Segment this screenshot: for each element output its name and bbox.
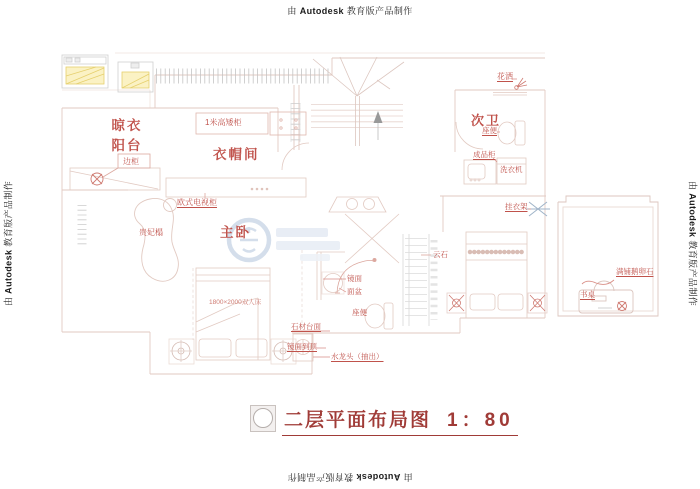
staircase-ladder — [403, 234, 434, 326]
label-finished-cabinet: 成品柜 — [473, 150, 496, 159]
label-shower-head: 花洒 — [497, 72, 513, 81]
label-faucet: 水龙头（抽出） — [331, 352, 384, 361]
watermark-bottom — [265, 471, 435, 484]
bed2-shape — [466, 232, 527, 318]
drawing-title — [282, 405, 518, 436]
tv-cabinet-shape — [166, 178, 306, 198]
door-arc-cloakroom — [282, 143, 309, 170]
room-label-cloakroom: 衣帽间 — [213, 147, 260, 162]
label-washer: 洗衣机 — [500, 165, 523, 174]
watermark-suffix: 教育版产品制作 — [346, 6, 413, 16]
label-basin: 面盆 — [347, 287, 362, 296]
label-master-bed: 1800×2000双人床 — [209, 299, 262, 306]
drawing-scale: 1：80 — [447, 410, 514, 431]
watermark-prefix: 由 — [403, 472, 413, 482]
watermark-brand: Autodesk — [299, 6, 344, 16]
watermark-prefix: 由 — [3, 296, 14, 307]
room-label-balcony-line2: 阳台 — [111, 138, 143, 153]
drawing-title-text: 二层平面布局图 — [284, 410, 432, 431]
label-toilet-master: 座便 — [352, 308, 367, 317]
bed2-nightstands — [447, 293, 547, 313]
chaise-shape — [135, 198, 179, 281]
label-clothes-rack: 挂衣架 — [505, 202, 528, 211]
watermark-left — [2, 159, 15, 329]
room-label-master: 主卧 — [220, 225, 251, 240]
label-mirror: 镜面 — [347, 274, 362, 283]
label-desk: 书桌 — [580, 290, 595, 299]
label-mirror-to-top: 镜面到顶 — [287, 342, 317, 351]
label-side-cabinet: 边柜 — [123, 157, 139, 166]
label-marble: 云石 — [433, 250, 448, 259]
watermark-brand: Autodesk — [356, 472, 401, 482]
appliance-boxes — [62, 55, 153, 92]
staircase-upper — [313, 57, 404, 146]
watermark-prefix: 由 — [287, 6, 297, 16]
watermark-top — [265, 4, 435, 17]
watermark-suffix: 教育版产品制作 — [287, 472, 354, 482]
study-room — [558, 196, 658, 316]
watermark-brand: Autodesk — [3, 249, 14, 294]
label-low-cabinet: 1米高矮柜 — [205, 118, 242, 127]
nightstand-left — [169, 339, 194, 364]
label-pebbles: 满铺鹅卵石 — [616, 267, 654, 276]
label-tv-cabinet: 欧式电视柜 — [177, 198, 217, 207]
title-block — [250, 405, 518, 435]
room-label-balcony-line1: 晾衣 — [111, 118, 143, 133]
watermark-suffix: 教育版产品制作 — [3, 180, 14, 247]
side-cabinet-shape — [70, 154, 160, 190]
watermark-suffix: 教育版产品制作 — [687, 240, 698, 307]
watermark-brand: Autodesk — [687, 193, 698, 238]
stair-direction-arrow — [374, 111, 383, 123]
flower-icon — [91, 173, 103, 185]
label-toilet-bath2: 座便 — [482, 126, 497, 135]
label-stone-counter: 石材台面 — [291, 322, 321, 331]
title-stamp-icon — [250, 405, 276, 432]
watermark-prefix: 由 — [687, 180, 698, 191]
label-chaise: 贵妃榻 — [139, 228, 163, 237]
watermark-right — [687, 159, 700, 329]
room-label-bath2: 次卫 — [471, 113, 502, 128]
